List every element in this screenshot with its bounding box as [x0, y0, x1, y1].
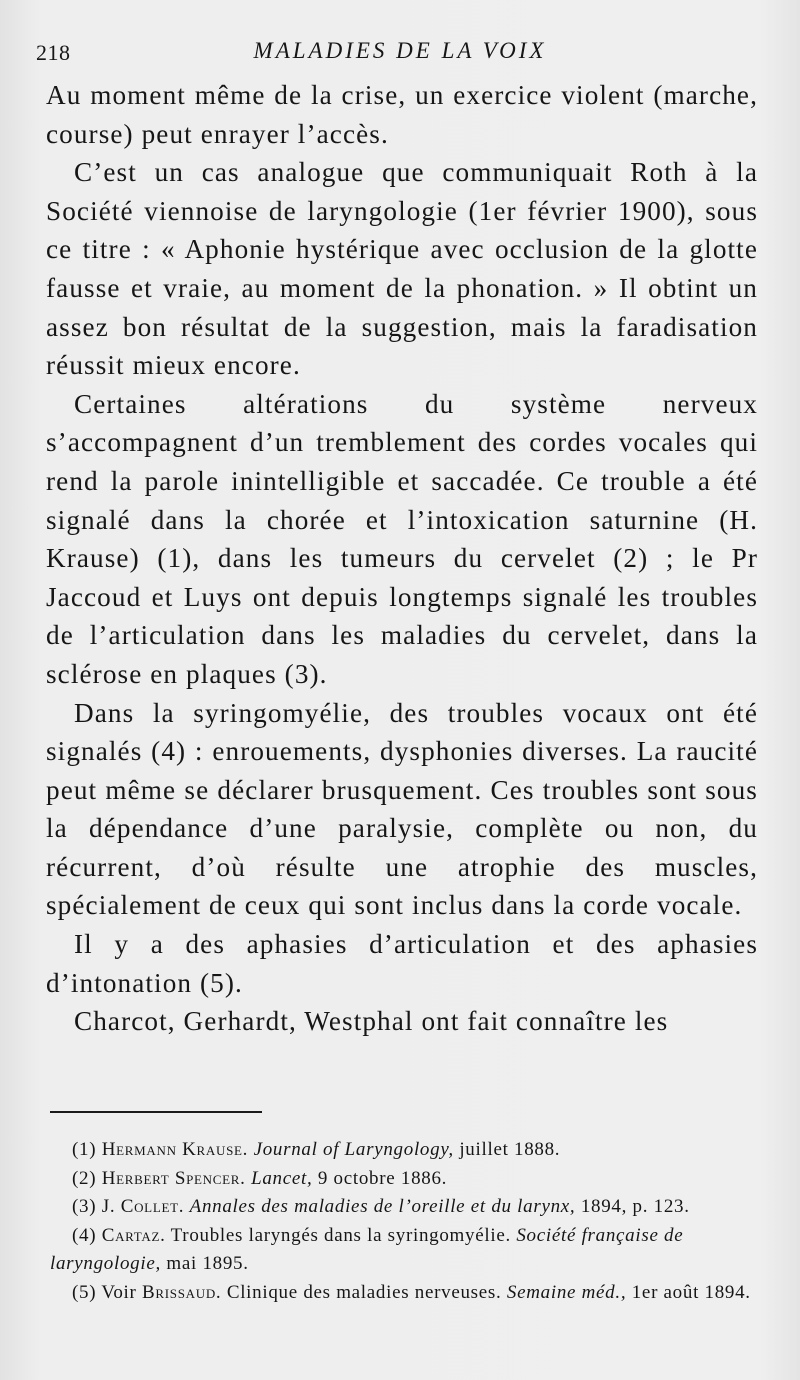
paragraph: Dans la syringomyélie, des troubles vocaux ont été signalés (4) : enrouements, dysphonies diverses. La raucité peut même se déclarer brusquement. Ces troubles sont sous la dépendance d’une paralysie, complète ou non, du récurrent, d’où résulte une atrophie des muscles, spécialement de ceux qui sont inclus dans la corde vocale. [46, 697, 758, 921]
footnote-author: J. Collet. [101, 1196, 185, 1218]
footnote: (1) Hermann Krause. Journal of Laryngology, juillet 1888. [72, 1139, 561, 1160]
footnote: (5) Voir Brissaud. Clinique des maladies nerveuses. Semaine méd., 1er août 1894. [72, 1281, 751, 1303]
footnote: (3) J. Collet. Annales des maladies de l’oreille et du larynx, 1894, p. 123. [72, 1196, 690, 1218]
footnote-source: Société française de laryngologie, [50, 1224, 684, 1275]
paragraph: Charcot, Gerhardt, Westphal ont fait connaître les [74, 1006, 669, 1037]
paragraph: C’est un cas analogue que communiquait Roth à la Société viennoise de laryngologie (1er février 1900), sous ce titre : « Aphonie hystérique avec occlusion de la glotte fausse et vraie, au moment de la phonation. » Il obtint un assez bon résultat de la suggestion, mais la faradisation réussit mieux encore. [46, 157, 758, 381]
footnotes [50, 1136, 762, 1308]
footnote-author: Cartaz. [101, 1224, 166, 1246]
page-header [36, 38, 764, 68]
paragraph: Il y a des aphasies d’articulation et des aphasies d’intonation (5). [46, 929, 758, 998]
page-number: 218 [36, 40, 71, 65]
running-head: MALADIES DE LA VOIX [253, 38, 547, 63]
footnote-author: Hermann Krause. [101, 1139, 249, 1160]
footnote-source: Annales des maladies de l’oreille et du larynx, [189, 1196, 576, 1218]
footnote-author: Brissaud. [142, 1281, 222, 1303]
footnote: (2) Herbert Spencer. Lancet, 9 octobre 1886. [72, 1167, 448, 1189]
footnote-source: Semaine méd., [506, 1281, 627, 1303]
footnote-author: Herbert Spencer. [101, 1167, 246, 1189]
footnote-source: Journal of Laryngology, [253, 1139, 454, 1160]
footnote: (4) Cartaz. Troubles laryngés dans la syringomyélie. Société française de laryngologie, mai 1895. [50, 1224, 684, 1275]
paragraph: Certaines altérations du système nerveux s’accompagnent d’un tremblement des cordes vocales qui rend la parole inintelligible et saccadée. Ce trouble a été signalé dans la chorée et l’intoxication saturnine (H. Krause) (1), dans les tumeurs du cervelet (2) ; le Pr Jaccoud et Luys ont depuis longtemps signalé les troubles de l’articulation dans les maladies du cervelet, dans la sclérose en plaques (3). [46, 388, 758, 689]
paragraph: Au moment même de la crise, un exercice violent (marche, course) peut enrayer l’accès. [46, 80, 758, 149]
footnote-divider [50, 1111, 262, 1113]
body-text [46, 76, 758, 1041]
footnote-source: Lancet, [251, 1167, 313, 1189]
